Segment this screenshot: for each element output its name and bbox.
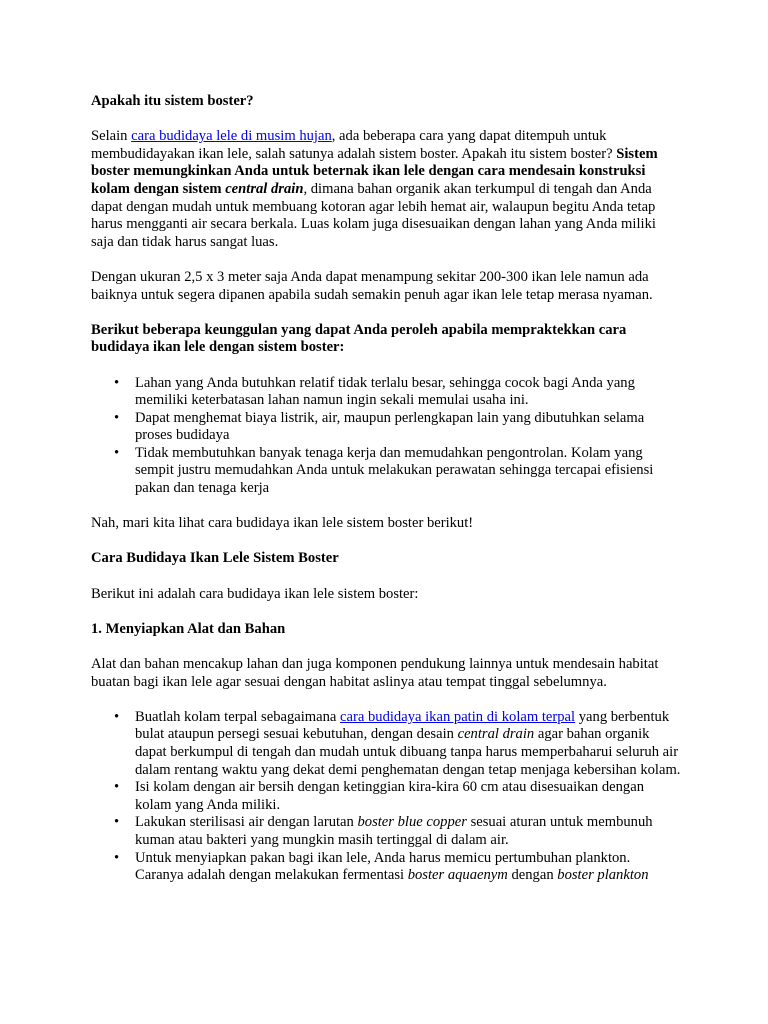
bullet-icon: • [114,814,120,831]
list-item-text: Lakukan sterilisasi air dengan larutan [135,814,358,831]
list-item-text: yang berbentuk bulat ataupun persegi sesuai kebutuhan, dengan desain [135,708,670,743]
italic-term: central drain [457,726,535,743]
list-item [91,709,681,779]
list-item-text: agar bahan organik dapat berkumpul di tengah dan mudah untuk dibuang tanpa harus memperbaharui seluruh air dalam rentang waktu yang dekat demi penghematan dengan tetap menjaga kebersihan kolam. [135,726,681,778]
list-item [91,375,681,410]
italic-term: boster blue copper [357,814,467,831]
intro-paragraph-2: Dengan ukuran 2,5 x 3 meter saja Anda dapat menampung sekitar 200-300 ikan lele namun ada baiknya untuk segera dipanen apabila sudah semakin penuh agar ikan lele tetap merasa nyaman. [91,268,653,303]
bullet-icon: • [114,409,120,426]
section-title: Cara Budidaya Ikan Lele Sistem Boster [91,550,339,567]
intro-text: , dimana bahan organik akan terkumpul di tengah dan Anda dapat dengan mudah untuk membuang kotoran agar lebih hemat air, walaupun begitu Anda tetap harus mengganti air secara berkala. Luas kolam juga disesuaikan dengan lahan yang Anda miliki saja dan tidak harus sangat luas. [91,180,656,250]
bullet-icon: • [114,708,120,725]
advantages-list [91,375,681,498]
list-item [91,850,681,885]
link-lele-musim-hujan[interactable]: cara budidaya lele di musim hujan [131,128,332,145]
section-intro: Berikut ini adalah cara budidaya ikan lele sistem boster: [91,585,419,602]
list-item-text: dengan [507,867,558,884]
intro-paragraph-1 [91,128,681,251]
list-item-text: Lahan yang Anda butuhkan relatif tidak terlalu besar, sehingga cocok bagi Anda yang memiliki keterbatasan lahan namun ingin sekali memulai usaha ini. [135,374,635,409]
link-patin-kolam-terpal[interactable]: cara budidaya ikan patin di kolam terpal [340,708,576,725]
intro-text: , ada beberapa cara yang dapat ditempuh untuk membudidayakan ikan lele, salah satunya adalah sistem boster. Apakah itu sistem boster? [91,128,617,162]
step1-title: 1. Menyiapkan Alat dan Bahan [91,620,286,637]
italic-term: boster aquaenym [407,867,508,884]
step1-description: Alat dan bahan mencakup lahan dan juga komponen pendukung lainnya untuk mendesain habitat buatan bagi ikan lele agar sesuai dengan habitat aslinya atau tempat tinggal sebelumnya. [91,656,659,690]
italic-term: boster plankton [557,867,649,884]
list-item [91,814,681,849]
bullet-icon: • [114,374,120,391]
list-item-text: Untuk menyiapkan pakan bagi ikan lele, Anda harus memicu pertumbuhan plankton. Caranya adalah dengan melakukan fermentasi [135,849,631,884]
list-item-text: Buatlah kolam terpal sebagaimana [135,708,341,725]
bullet-icon: • [114,444,120,461]
list-item-text: sesuai aturan untuk membunuh kuman atau bakteri yang mungkin masih tertinggal di dalam air. [135,814,653,848]
intro-bold-italic-term: central drain [225,180,304,197]
heading-question: Apakah itu sistem boster? [91,93,254,109]
list-item [91,410,681,445]
document-body [91,93,681,885]
advantages-heading: Berikut beberapa keunggulan yang dapat Anda peroleh apabila mempraktekkan cara budidaya ikan lele dengan sistem boster: [91,321,627,356]
bullet-icon: • [114,779,120,796]
list-item-text: Dapat menghemat biaya listrik, air, maupun perlengkapan lain yang dibutuhkan selama proses budidaya [135,409,645,444]
list-item-text: Tidak membutuhkan banyak tenaga kerja dan memudahkan pengontrolan. Kolam yang sempit justru memudahkan Anda untuk melakukan perawatan sehingga tercapai efisiensi pakan dan tenaga kerja [135,444,654,497]
intro-text: Selain [91,128,132,145]
bullet-icon: • [114,849,120,866]
transition-paragraph: Nah, mari kita lihat cara budidaya ikan lele sistem boster berikut! [91,515,474,532]
list-item [91,445,681,498]
intro-bold-text: Sistem boster memungkinkan Anda untuk beternak ikan lele dengan cara mendesain konstruksi kolam dengan sistem [91,145,658,197]
step1-list [91,709,681,885]
list-item-text: Isi kolam dengan air bersih dengan ketinggian kira-kira 60 cm atau disesuaikan dengan kolam yang Anda miliki. [135,779,644,813]
list-item [91,779,681,814]
